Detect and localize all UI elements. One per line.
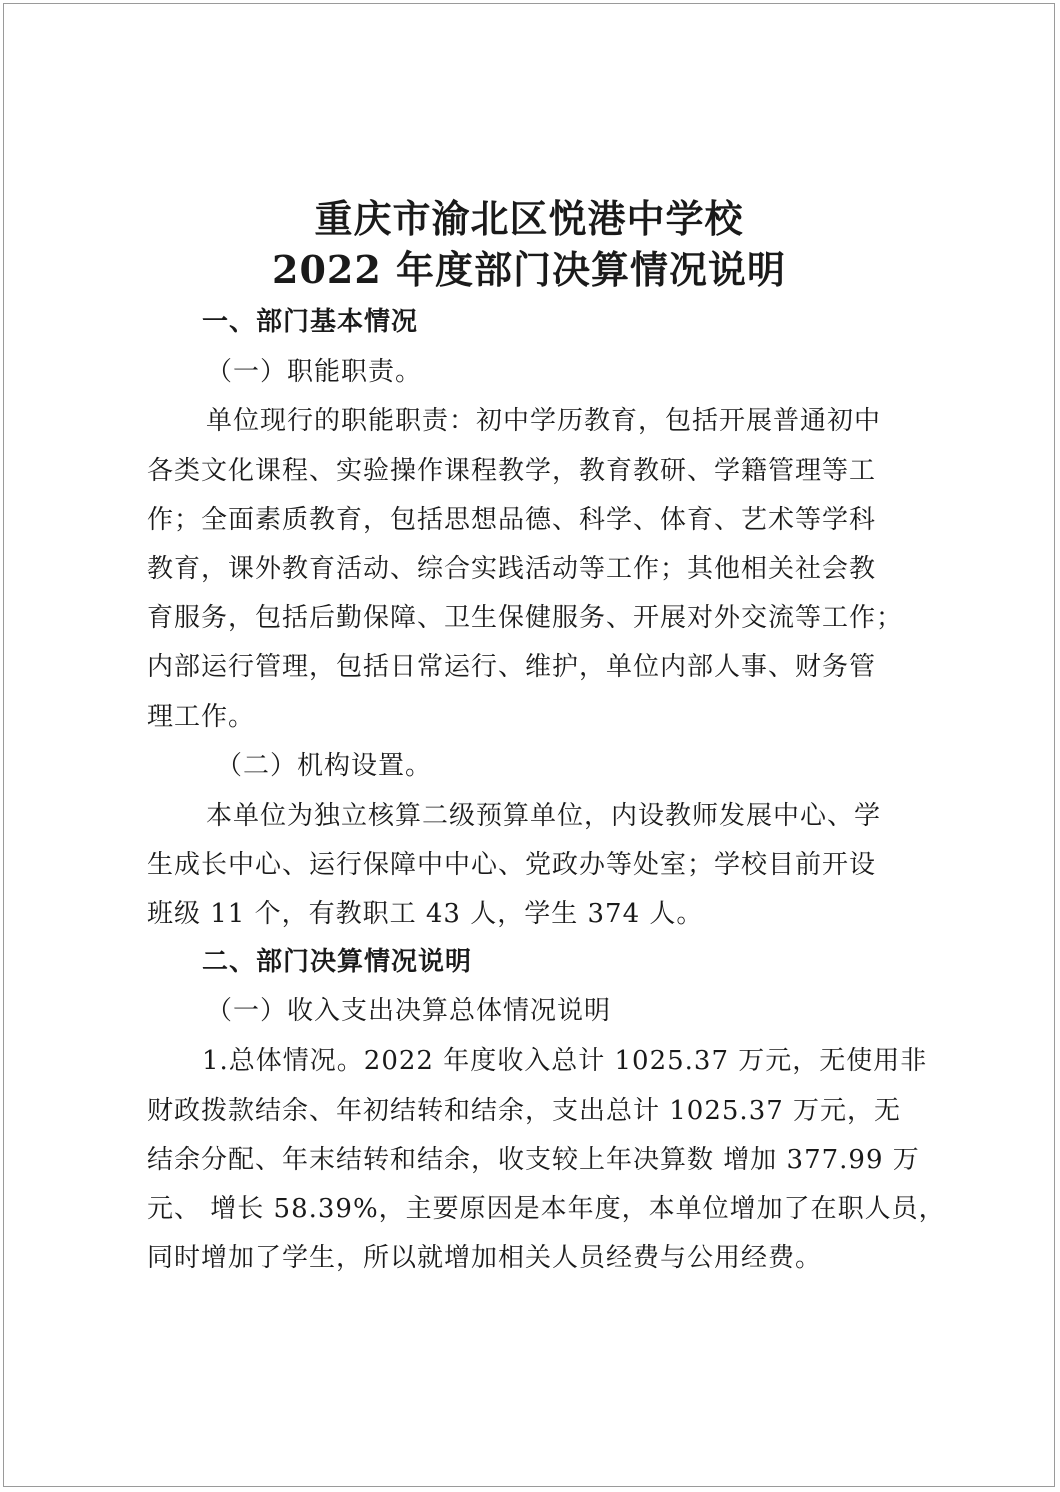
paragraph-line: 各类文化课程、实验操作课程教学，教育教研、学籍管理等工 [147,456,877,486]
paragraph-line: 单位现行的职能职责：初中学历教育，包括开展普通初中 [206,406,882,436]
paragraph-line: 理工作。 [147,702,256,732]
paragraph-line: 同时增加了学生，所以就增加相关人员经费与公用经费。 [147,1243,823,1273]
section1-sub1-heading: （一）职能职责。 [206,357,423,387]
document-title-line1: 重庆市渝北区悦港中学校 [314,196,744,241]
paragraph-line: 本单位为独立核算二级预算单位，内设教师发展中心、学 [206,801,882,831]
section2-sub1-heading: （一）收入支出决算总体情况说明 [206,996,612,1026]
document-title-line2: 2022 年度部门决算情况说明 [272,247,786,292]
paragraph-line: 作；全面素质教育，包括思想品德、科学、体育、艺术等学科 [147,505,877,535]
section1-heading: 一、部门基本情况 [202,307,419,337]
paragraph-line: 育服务，包括后勤保障、卫生保健服务、开展对外交流等工作； [147,603,904,633]
document-page [3,3,1055,1487]
paragraph-line: 生成长中心、运行保障中中心、党政办等处室；学校目前开设 [147,850,877,880]
section2-heading: 二、部门决算情况说明 [202,947,473,977]
paragraph-line: 元、 增长 58.39%，主要原因是本年度，本单位增加了在职人员， [147,1194,946,1224]
paragraph-line: 结余分配、年末结转和结余，收支较上年决算数 增加 377.99 万 [147,1145,920,1175]
paragraph-line: 班级 11 个，有教职工 43 人，学生 374 人。 [147,899,704,929]
section1-sub2-heading: （二）机构设置。 [216,751,433,781]
paragraph-line: 教育，课外教育活动、综合实践活动等工作；其他相关社会教 [147,554,877,584]
paragraph-line: 1.总体情况。2022 年度收入总计 1025.37 万元，无使用非 [202,1046,928,1076]
paragraph-line: 内部运行管理，包括日常运行、维护，单位内部人事、财务管 [147,652,877,682]
paragraph-line: 财政拨款结余、年初结转和结余，支出总计 1025.37 万元，无 [147,1096,902,1126]
